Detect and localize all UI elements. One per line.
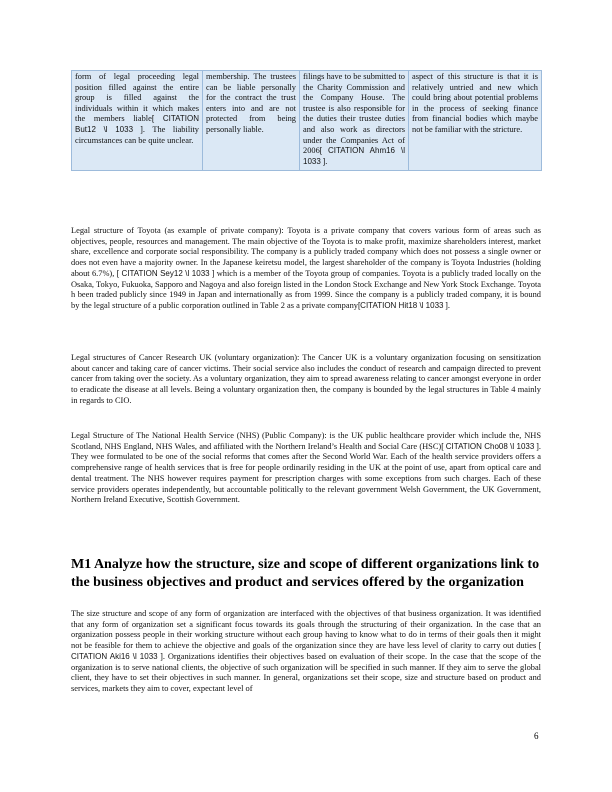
table-cell-text: aspect of this structure is that it is relatively untried and new which could bring about potential problems in the process of seeking finance from financial bodies which maybe not be familiar with the stricture. (412, 72, 538, 134)
table-cell-text: membership. The trustees can be liable personally for the contract the trust enters into and are not protected from being personally liable. (206, 72, 296, 134)
paragraph-text: . Organizations identifies their objectives based on evaluation of their scope. In the case that the scope of the organization is to serve national clients, the objective of such organization will be specified in such manner. If they aim to serve the global client, they have to set their objectives in such manner. In general, organizations set their scope, size and structure based on product and services, markets they aim to cover, expectant level of (71, 651, 542, 693)
paragraph-text: Legal Structure of The National Health Service (NHS) (Public Company): is the UK public healthcare provider which include the, NHS Scotland, NHS England, NHS Wales, and affiliated with the Northern Ireland’s Health and Social Care (HSC) (71, 431, 541, 451)
citation: [ CITATION Cho08 \l 1033 ] (441, 441, 539, 451)
table-cell-text: form of legal proceeding legal position filled against the entire group is filled against the individuals within it which makes the members liable (75, 72, 199, 124)
citation: [ CITATION Aki16 \l 1033 ] (71, 641, 541, 661)
citation: [CITATION Hit18 \l 1033 ] (357, 300, 448, 310)
citation: [ CITATION Sey12 \l 1033 ] (116, 268, 215, 278)
table-row (72, 71, 542, 171)
table-cell-4 (409, 71, 542, 171)
paragraph-text: . They wee formulated to be one of the social reforms that comes after the Second World War. Each of the health service providers offers a comprehensive range of health services that is free for people ordinarily residing in the UK at the point of use, apart from optical care and dental treatment. The NHS however requires payment for prescription charges with some exceptions from such charges. Each of these service providers operates independently, but accountable politically to the relevant government Welsh Government, the UK Government, Northern Ireland Executive, Scottish Government. (71, 441, 541, 505)
paragraph-cancer-research (71, 353, 541, 407)
paragraph-nhs (71, 431, 541, 506)
page-number: 6 (534, 731, 539, 741)
table-cell-text: . The liability circumstances can be quite unclear. (75, 124, 199, 145)
section-heading-m1: M1 Analyze how the structure, size and scope of different organizations link to the business objectives and product and services offered by the organization (71, 557, 540, 590)
paragraph-text: The size structure and scope of any form of organization are interfaced with the objectives of that business organization. It was identified that any form of organization set a significant focus towards its goals through the structuring of their organization. In the case that an organization possess people in their working structure without each group having to know what to do in terms of their goals then it might not be feasible for them to achieve the objective and goals of the organization since they are have less level of clarity to carry out duties (71, 609, 541, 651)
legal-structure-table (71, 70, 542, 171)
paragraph-toyota (71, 226, 541, 312)
paragraph-text: Legal structures of Cancer Research UK (voluntary organization): The Cancer UK is a voluntary organization focusing on sensitization about cancer and taking care of cancer victims. Their social service also includes the conduct of research and campaign directed to prevent cancer from taking over the society. As a voluntary organization, they aim to spread awareness relating to cancer amongst everyone in order to eradicate the disease at all levels. Being a voluntary organization then, the company is bounded by the legal structures in Table 4 mainly in regards to CIO. (71, 353, 541, 405)
paragraph-text: Legal structure of Toyota (as example of private company): Toyota is a private company that covers various form of areas such as objectives, people, resources and management. The main objective of the Toyota is to make profit, maximize shareholders interest, market share, excellence and corporate social responsibility. The company is a publicly traded company which does not possess a single owner or does not even have a majority owner. In the Japanese keiretsu model, the largest shareholder of the company is Toyota Industries (holding about 6.7%), (71, 226, 541, 278)
table-cell-text: filings have to be submitted to the Charity Commission and the Company House. The trustee is also responsible for the duties their trustee duties and also work as directors under the Companies Act of 2006 (303, 72, 405, 156)
citation: [ CITATION But12 \l 1033 ] (75, 114, 199, 134)
table-cell-text: . (325, 156, 328, 166)
paragraph-text: . (447, 300, 450, 310)
citation: [ CITATION Ahm16 \l 1033 ] (303, 146, 405, 166)
table-cell-3 (300, 71, 409, 171)
table-cell-1 (72, 71, 203, 171)
paragraph-m1 (71, 609, 541, 695)
table-cell-2 (203, 71, 300, 171)
paragraph-text: which is a member of the Toyota group of companies. Toyota is a publicly traded locally on the Osaka, Tokyo, Fukuoka, Sapporo and Nagoya and also foreign listed in the London Stock Exchange and New York Stock Exchange. Toyota h been traded publicly since 1949 in Japan and internationally as from 1999. Since the company is a publicly traded company, it is bound by the legal structure of a public corporation outlined in Table 2 as a private company (71, 268, 542, 310)
